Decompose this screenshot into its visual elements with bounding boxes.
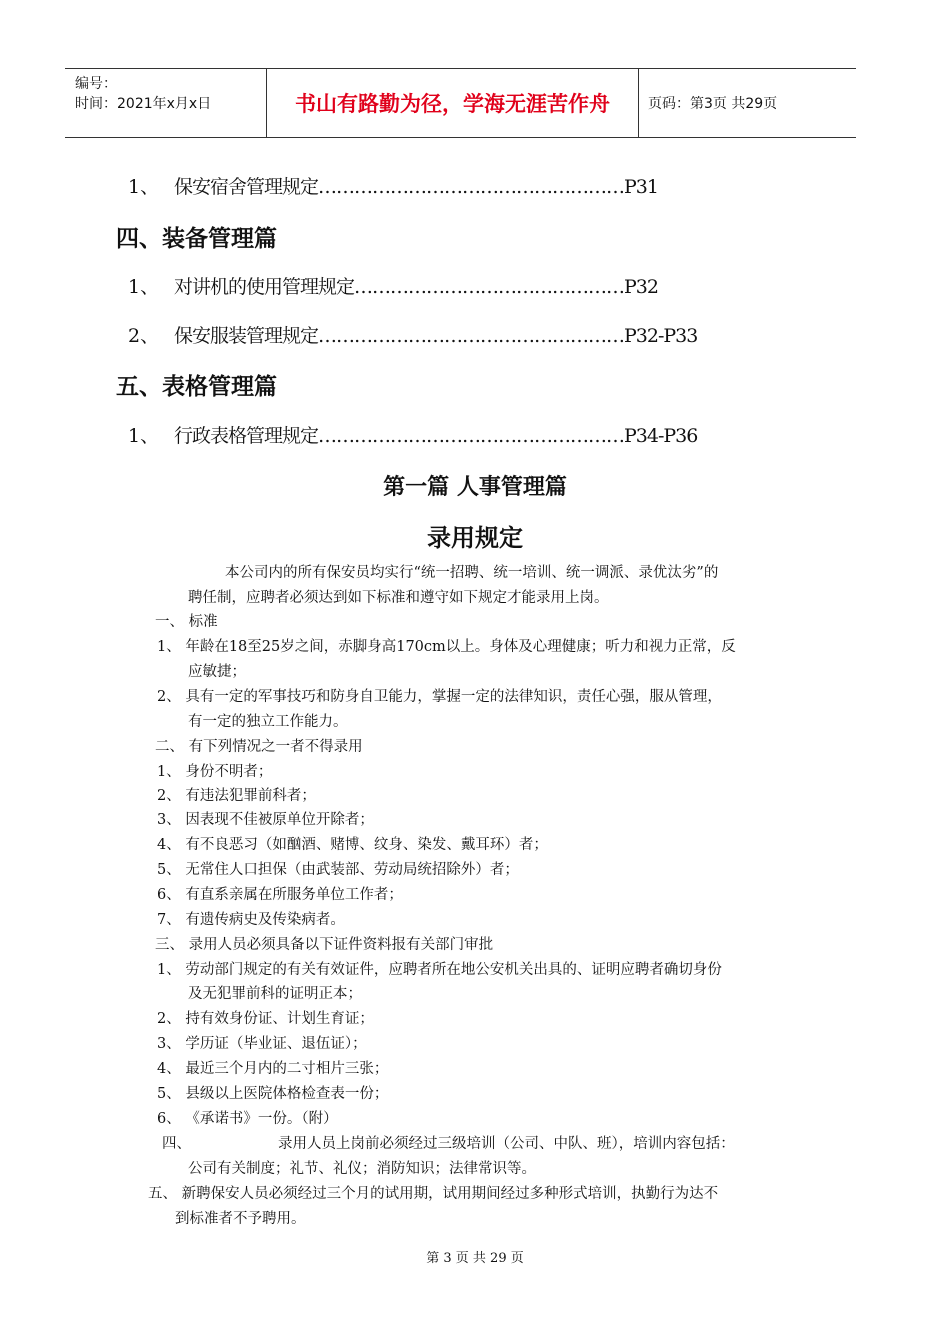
- section-heading-continued: 到标准者不予聘用。: [175, 1211, 306, 1227]
- page-footer: 第 3 页 共 29 页: [426, 1251, 524, 1266]
- list-item: 2、 持有效身份证、计划生育证；: [157, 1011, 374, 1027]
- list-item: 1、 年龄在18至25岁之间，赤脚身高170cm以上。身体及心理健康；听力和视力正常，反: [157, 639, 736, 655]
- section-heading: 二、 有下列情况之一者不得录用: [155, 739, 363, 755]
- toc-section-heading: 五、表格管理篇: [116, 374, 277, 400]
- list-item: 5、 无常住人口担保（由武装部、劳动局统招除外）者；: [157, 862, 519, 878]
- page-header: [65, 68, 856, 138]
- list-item: 2、 具有一定的军事技巧和防身自卫能力，掌握一定的法律知识，责任心强，服从管理，: [157, 689, 722, 705]
- section-heading-continued: 公司有关制度；礼节、礼仪；消防知识；法律常识等。: [188, 1161, 536, 1177]
- paragraph-line: 本公司内的所有保安员均实行“统一招聘、统一培训、统一调派、录优汰劣”的: [225, 565, 719, 581]
- list-item: 3、 学历证（毕业证、退伍证）；: [157, 1036, 367, 1052]
- list-item: 4、 最近三个月内的二寸相片三张；: [157, 1061, 389, 1077]
- time-label: 时间：2021年x月x日: [75, 96, 212, 112]
- list-item: 1、 身份不明者；: [157, 764, 273, 780]
- section-heading: 录用人员上岗前必须经过三级培训（公司、中队、班），培训内容包括：: [278, 1136, 735, 1152]
- list-item: 3、 因表现不佳被原单位开除者；: [157, 812, 374, 828]
- list-item-continued: 及无犯罪前科的证明正本；: [188, 986, 362, 1002]
- list-item: 6、 有直系亲属在所服务单位工作者；: [157, 887, 403, 903]
- list-item-continued: 有一定的独立工作能力。: [188, 714, 348, 730]
- doc-title: 录用规定: [427, 524, 523, 552]
- list-item: 4、 有不良恶习（如酗酒、赌博、纹身、染发、戴耳环）者；: [157, 837, 548, 853]
- toc-section-heading: 四、装备管理篇: [116, 226, 277, 252]
- serial-label: 编号：: [75, 76, 117, 92]
- list-item: 2、 有违法犯罪前科者；: [157, 788, 316, 804]
- list-item: 7、 有遗传病史及传染病者。: [157, 912, 345, 928]
- section-heading: 五、 新聘保安人员必须经过三个月的试用期，试用期间经过多种形式培训，执勤行为达不: [148, 1186, 719, 1202]
- paragraph-line: 聘任制，应聘者必须达到如下标准和遵守如下规定才能录用上岗。: [188, 590, 609, 606]
- header-motto: 书山有路勤为径，学海无涯苦作舟: [266, 69, 639, 137]
- header-page-label: 页码：第3页 共29页: [648, 96, 778, 112]
- list-item: 1、 劳动部门规定的有关有效证件，应聘者所在地公安机关出具的、证明应聘者确切身份: [157, 962, 722, 978]
- section-heading: 三、 录用人员必须具备以下证件资料报有关部门审批: [155, 937, 494, 953]
- part-title: 第一篇 人事管理篇: [383, 475, 567, 500]
- list-item: 5、 县级以上医院体格检查表一份；: [157, 1086, 389, 1102]
- list-item-continued: 应敏捷；: [188, 664, 246, 680]
- list-item: 6、 《承诺书》一份。（附）: [157, 1111, 338, 1127]
- section-heading: 一、 标准: [155, 614, 218, 630]
- section-number: 四、: [162, 1136, 191, 1152]
- header-meta: [65, 69, 265, 137]
